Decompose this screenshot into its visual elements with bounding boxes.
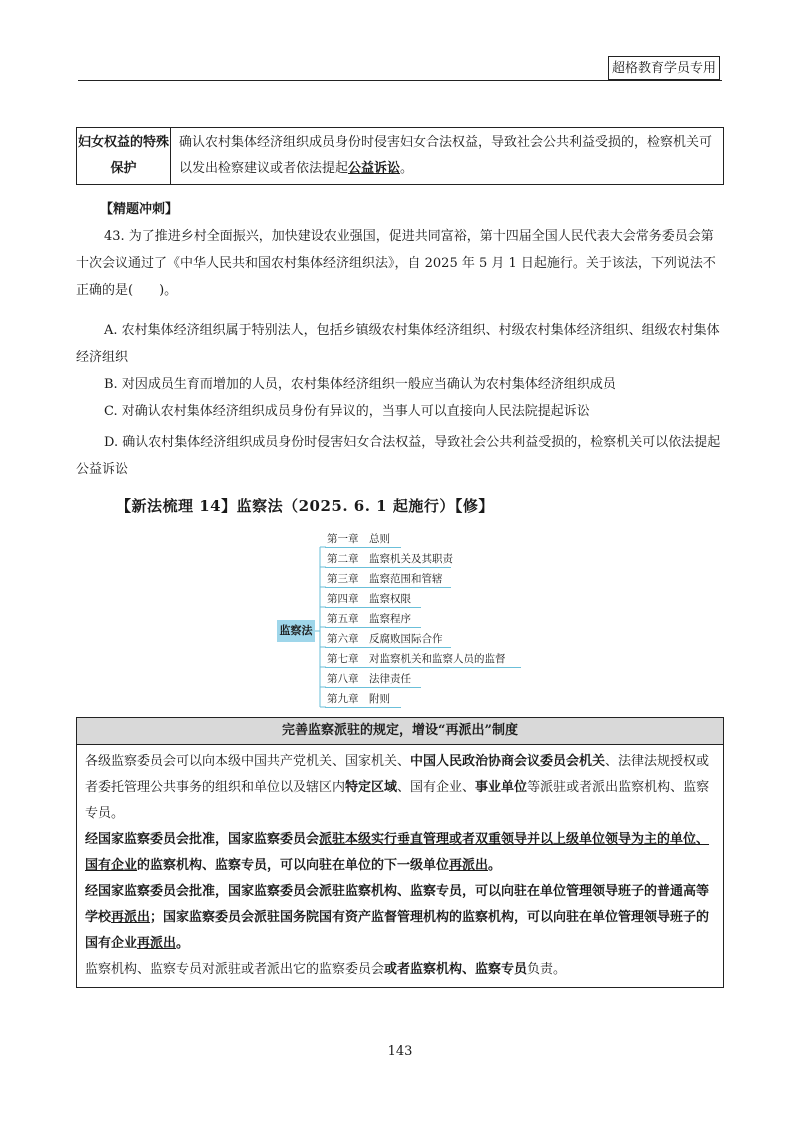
body-text-end: 。 [400, 161, 414, 176]
chapter-3-underline [325, 587, 451, 588]
chapter-9: 第九章 附则 [327, 693, 390, 705]
supervision-rules-table [76, 717, 724, 988]
section-title: 【新法梳理 14】监察法（2025. 6. 1 起施行）【修】 [116, 497, 494, 515]
text: 等派驻或者派出监察机构、监察专员。 [85, 780, 710, 821]
header-divider [78, 80, 722, 81]
text: 监察机构、监察专员对派驻或者派出它的监察委员会 [85, 962, 385, 977]
exercise-tag: 【精题冲刺】 [100, 202, 179, 217]
chapter-2: 第二章 监察机关及其职责 [327, 553, 453, 565]
bold-text: 的监察机构、监察专员，可以向驻在单位的下一级单位 [137, 858, 450, 873]
rules-paragraph-3 [85, 879, 715, 957]
chapter-1-underline [325, 547, 401, 548]
text: 负责。 [527, 962, 567, 977]
chapter-7-underline [325, 667, 521, 668]
chapter-3: 第三章 监察范围和管辖 [327, 573, 443, 585]
women-rights-table [76, 127, 724, 185]
chapter-5: 第五章 监察程序 [327, 613, 411, 625]
rules-table-heading: 完善监察派驻的规定，增设“再派出”制度 [77, 718, 723, 745]
rules-paragraph-4 [85, 957, 715, 983]
chapter-5-underline [325, 627, 421, 628]
bold-text: 经国家监察委员会批准，国家监察委员会派驻监察机构、监察专员，可以向驻在单位管理领导班子的普通高等学校 [85, 884, 710, 925]
text: 、法律法规授权或者委托管理公共事务的组织和单位以及辖区内 [85, 754, 710, 795]
option-d: D. 确认农村集体经济组织成员身份时侵害妇女合法权益，导致社会公共利益受损的，检察机关可以依法提起公益诉讼 [76, 435, 721, 477]
table-body-cell [171, 128, 723, 184]
chapter-4-underline [325, 607, 421, 608]
underlined-text: 再派出 [449, 858, 489, 873]
chapter-6-underline [325, 647, 451, 648]
chapter-9-underline [325, 707, 401, 708]
bold-text: 经国家监察委员会批准，国家监察委员会 [85, 832, 320, 847]
chapter-7: 第七章 对监察机关和监察人员的监督 [327, 653, 506, 665]
option-a: A. 农村集体经济组织属于特别法人，包括乡镇级农村集体经济组织、村级农村集体经济组织、组级农村集体经济组织 [76, 323, 720, 365]
bold-text: 事业单位 [475, 780, 528, 795]
bold-text: 特定区域 [345, 780, 398, 795]
rules-table-body [77, 745, 723, 987]
rules-paragraph-2 [85, 827, 715, 879]
chapter-8-underline [325, 687, 421, 688]
underlined-text: 再派出 [137, 936, 177, 951]
option-c: C. 对确认农村集体经济组织成员身份有异议的，当事人可以直接向人民法院提起诉讼 [104, 404, 590, 419]
body-text: 确认农村集体经济组织成员身份时侵害妇女合法权益，导致社会公共利益受损的，检察机关可以发出检察建议或者依法提起 [179, 135, 713, 176]
bold-text: 中国人民政治协商会议委员会机关 [410, 754, 606, 769]
chapter-1: 第一章 总则 [327, 533, 390, 545]
chapter-6: 第六章 反腐败国际合作 [327, 633, 443, 645]
chapter-8: 第八章 法律责任 [327, 673, 411, 685]
option-b: B. 对因成员生育而增加的人员，农村集体经济组织一般应当确认为农村集体经济组织成员 [104, 377, 616, 392]
text: 各级监察委员会可以向本级中国共产党机关、国家机关、 [85, 754, 411, 769]
chapter-4: 第四章 监察权限 [327, 593, 411, 605]
body-emphasis: 公益诉讼 [348, 161, 401, 176]
underlined-text: 派驻本级实行垂直管理或者双重领导并以上级单位领导为主的单位、国有企业 [85, 832, 710, 873]
chapter-2-underline [325, 567, 451, 568]
bold-text: 。 [488, 858, 502, 873]
bold-text: 或者监察机构、监察专员 [384, 962, 528, 977]
bold-text: ；国家监察委员会派驻国务院国有资产监督管理机构的监察机构，可以向驻在单位管理领导班子的国有企业 [85, 910, 710, 951]
bold-text: 。 [176, 936, 190, 951]
mindmap [270, 528, 550, 714]
mindmap-root: 监察法 [277, 620, 315, 642]
question-text: 43. 为了推进乡村全面振兴，加快建设农业强国，促进共同富裕，第十四届全国人民代表大会常务委员会第十次会议通过了《中华人民共和国农村集体经济组织法》，自 2025 年 5 月 1 日起施行。关于该法，下列说法不正确的是( )。 [76, 229, 716, 298]
page-number: 143 [387, 1044, 413, 1059]
rules-paragraph-1 [85, 749, 715, 827]
table-head-cell: 妇女权益的特殊保护 [77, 128, 171, 184]
text: 、国有企业、 [397, 780, 476, 795]
underlined-text: 再派出 [111, 910, 151, 925]
header-badge: 超格教育学员专用 [608, 56, 720, 80]
